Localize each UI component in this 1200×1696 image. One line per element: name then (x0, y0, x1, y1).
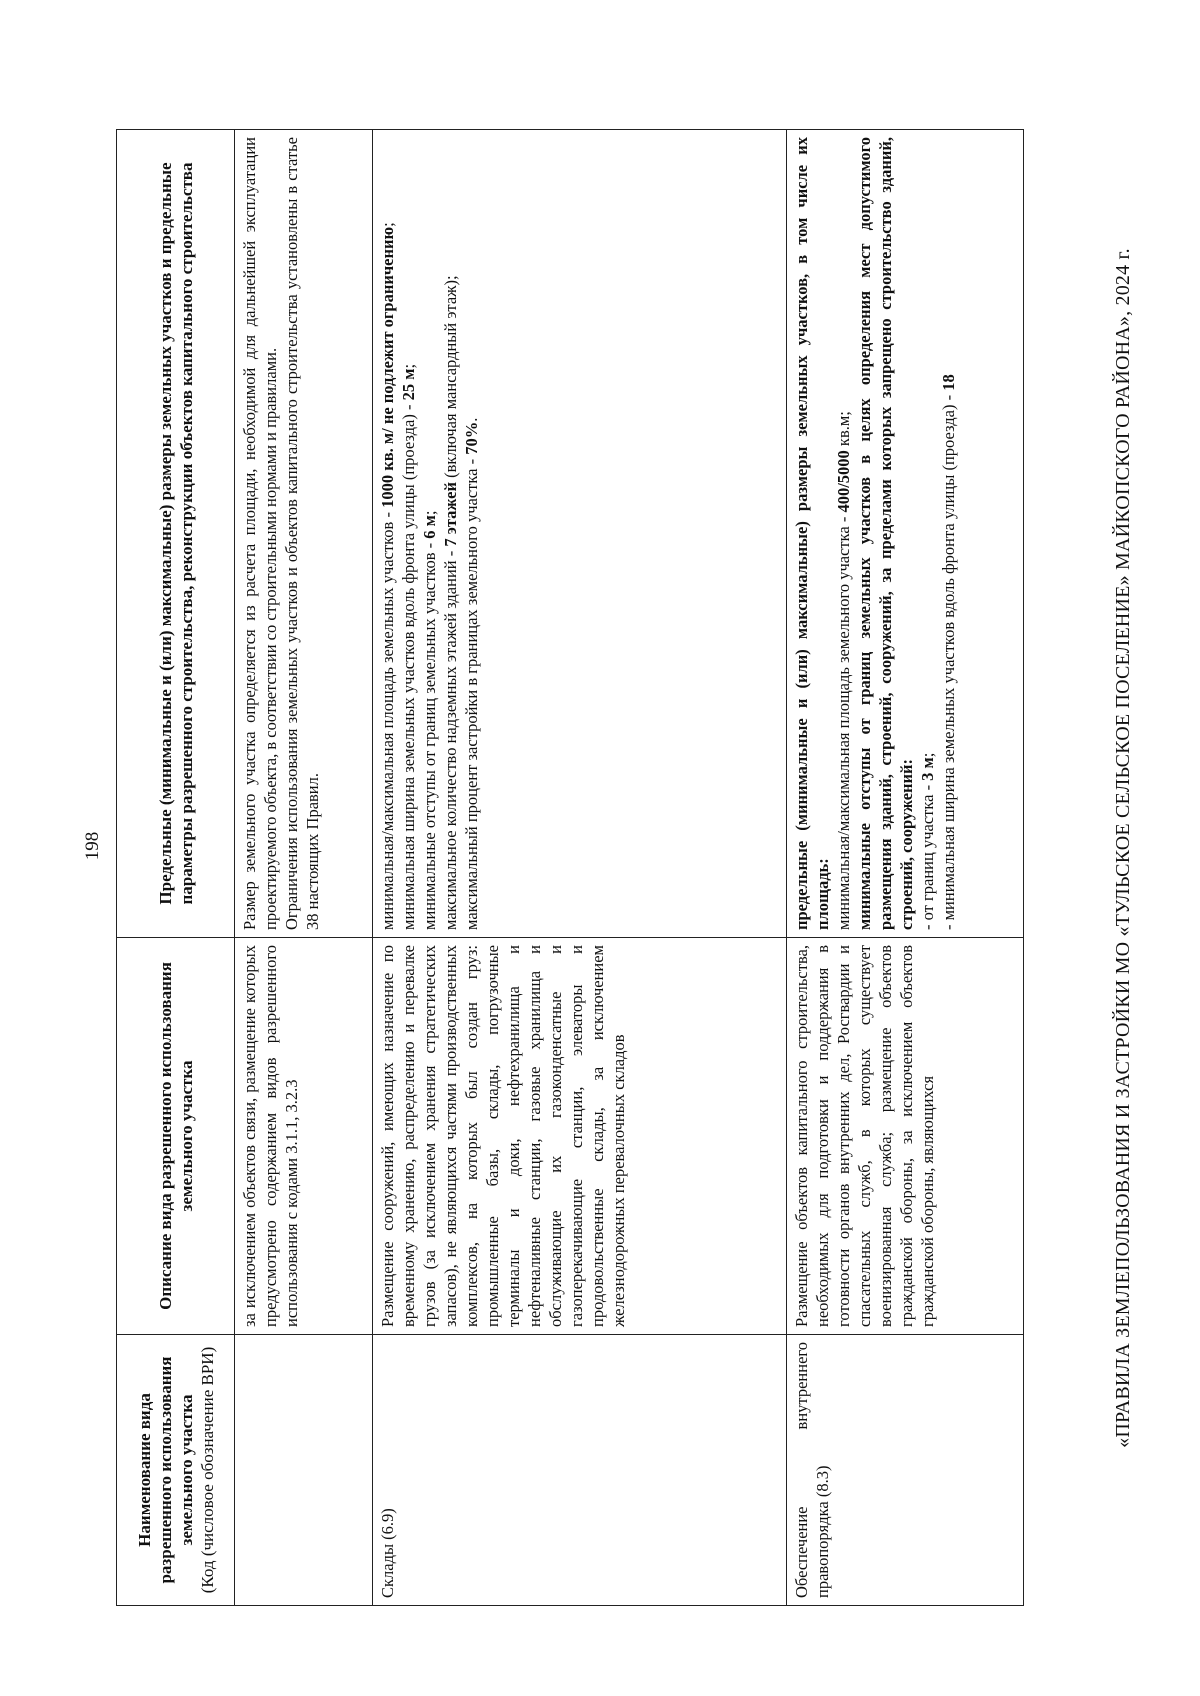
param-max-floors: максимальное количество надземных этажей зданий - 7 этажей (включая мансардный этаж); (441, 275, 460, 930)
cell-parameters (787, 130, 1024, 938)
cell-description: Размещение объектов капитального строительства, необходимых для подготовки и поддержания в готовности органов внутренних дел, Росгвардии и спасательных служб, в которых существует военизированная служба; размещение объектов гражданской обороны, за исключением объектов гражданской обороны, являющихся (787, 938, 1024, 1335)
cell-use-name: Склады (6.9) (373, 1335, 787, 1606)
cell-description: за исключением объектов связи, размещение которых предусмотрено содержанием видов разрешенного использования с кодами 3.1.1, 3.2.3 (235, 938, 373, 1335)
cell-description: Размещение сооружений, имеющих назначение по временному хранению, распределению и перевалке грузов (за исключением хранения стратегических запасов), не являющихся частями производственных комплексов, на которых был создан груз: промышленные базы, склады, погрузочные терминалы и доки, нефтехранилища и нефтеналивные станции, газовые хранилища и обслуживающие их газоконденсатные и газоперекачивающие станции, элеваторы и продовольственные склады, за исключением железнодорожных перевалочных складов (373, 938, 787, 1335)
param-min-width: - минимальная ширина земельных участков вдоль фронта улицы (проезда) - 18 (939, 374, 958, 930)
param-min-max-area: минимальная/максимальная площадь земельных участков - 1000 кв. м/ не подлежит ограничению; (378, 222, 397, 930)
table-row (787, 130, 1024, 1606)
document-footer: «ПРАВИЛА ЗЕМЛЕПОЛЬЗОВАНИЯ И ЗАСТРОЙКИ МО «ТУЛЬСКОЕ СЕЛЬСКОЕ ПОСЕЛЕНИЕ» МАЙКОПСКОГО РАЙОНА», 2024 г. (1112, 248, 1134, 1448)
land-use-table (116, 129, 1024, 1606)
param-setbacks-heading: минимальные отступы от границ земельных участков в целях определения мест допустимого размещения зданий, строений, сооружений, за пределами которых запрещено строительство зданий, строений, сооружений: (855, 137, 916, 930)
param-text: Ограничения использования земельных участков и объектов капитального строительства установлены в статье 38 настоящих Правил. (282, 137, 322, 930)
page-number: 198 (82, 831, 103, 861)
header-use-type (117, 1335, 235, 1606)
param-min-width: минимальная ширина земельных участков вдоль фронта улицы (проезда) - 25 м; (399, 363, 418, 930)
header-use-type-code-note: (Код (числовое обозначение ВРИ) (197, 1346, 217, 1594)
param-min-max-area: минимальная/максимальная площадь земельного участка - 400/5000 кв.м; (834, 411, 853, 930)
cell-parameters (373, 130, 787, 938)
param-min-setbacks: минимальные отступы от границ земельных участков - 6 м; (420, 510, 439, 930)
table-row (235, 130, 373, 1606)
param-text: Размер земельного участка определяется из расчета площади, необходимой для дальнейшей эксплуатации проектируемого объекта, в соответствии со строительными нормами и правилами. (240, 137, 280, 930)
table-header-row (117, 130, 235, 1606)
cell-use-name: Обеспечение внутреннего правопорядка (8.3) (787, 1335, 1024, 1606)
header-description: Описание вида разрешенного использования земельного участка (117, 938, 235, 1335)
param-heading: предельные (минимальные и (или) максимальные) размеры земельных участков, в том числе их площадь: (792, 137, 832, 930)
table-row (373, 130, 787, 1606)
cell-use-name (235, 1335, 373, 1606)
header-use-type-title: Наименование вида разрешенного использования земельного участка (134, 1356, 196, 1584)
header-parameters: Предельные (минимальные и (или) максимальные) размеры земельных участков и предельные параметры разрешенного строительства, реконструкции объектов капитального строительства (117, 130, 235, 938)
param-max-coverage: максимальный процент застройки в границах земельного участка - 70%. (462, 417, 481, 930)
param-setback-boundary: - от границ участка - 3 м; (918, 752, 937, 930)
cell-parameters (235, 130, 373, 938)
